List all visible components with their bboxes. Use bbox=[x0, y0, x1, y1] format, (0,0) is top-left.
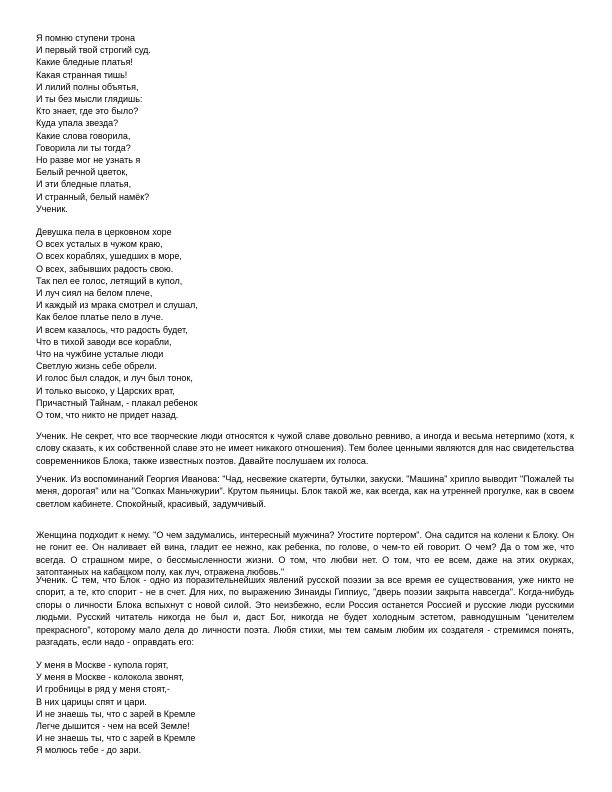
poem-line: И луч сиял на белом плече, bbox=[36, 288, 153, 299]
poem-line: Светлую жизнь себе обрели. bbox=[36, 361, 157, 372]
poem-line: Что на чужбине усталые люди bbox=[36, 349, 164, 360]
poem-line: И каждый из мрака смотрел и слушал, bbox=[36, 300, 198, 311]
poem-line: И всем казалось, что радость будет, bbox=[36, 324, 188, 335]
poem-line: Я помню ступени трона bbox=[36, 33, 135, 43]
poem-line: Какие слова говорила, bbox=[36, 130, 131, 141]
poem-line: О всех усталых в чужом краю, bbox=[36, 239, 163, 250]
poem-line: Я молюсь тебе - до зари. bbox=[36, 745, 142, 756]
poem-line: Так пел ее голос, летящий в купол, bbox=[36, 275, 183, 286]
poem-block-2 bbox=[36, 226, 198, 421]
poem-line: В них царицы спят и цари. bbox=[36, 696, 147, 707]
poem-block-1 bbox=[36, 32, 151, 215]
poem-line: И голос был сладок, и луч был тонок, bbox=[36, 373, 193, 384]
poem-line: Кто знает, где это было? bbox=[36, 106, 139, 117]
poem-line: Какие бледные платья! bbox=[36, 57, 133, 68]
poem-line: Легче дышится - чем на всей Земле! bbox=[36, 721, 190, 732]
poem-line: Но разве мог не узнать я bbox=[36, 155, 141, 166]
poem-line: У меня в Москве - купола горят, bbox=[36, 660, 169, 670]
poem-line: И лилий полны объятья, bbox=[36, 81, 139, 92]
poem-line: О всех, забывших радость свою. bbox=[36, 263, 174, 274]
poem-line: И эти бледные платья, bbox=[36, 179, 132, 190]
paragraph-student-2: Ученик. С тем, что Блок - одно из поразительнейших явлений русской поэзии за все время ее существования, уже никто не спорит, а те, кто спорит - не в счет. Для них, по выражению Зинаиды Гиппиус, "дверь поэзии закрыта навсегда". Когда-нибудь споры о личности Блока вспыхнут с новой силой. Это неизбежно, если Россия останется Россией и русские люди русскими людьми. Русский читатель никогда не был и, даст Бог, никогда не будет холодным эстетом, равнодушным "ценителем прекрасного", которому мало дела до личности поэта. Любя стихи, мы тем самым любим их создателя - стремимся понять, разгадать, если надо - оправдать его: bbox=[36, 575, 574, 648]
paragraph-student-1: Ученик. Не секрет, что все творческие люди относятся к чужой славе довольно ревниво, а иногда и весьма нетерпимо (хотя, к слову сказать, к их собственной славе это не имеет никакого отношения). Тем более ценными являются для нас свидетельства современников Блока, также известных поэтов. Давайте послушаем их голоса. bbox=[36, 431, 574, 466]
poem-line: И странный, белый намёк? bbox=[36, 191, 150, 202]
poem-line: Причастный Тайнам, - плакал ребенок bbox=[36, 397, 198, 408]
poem-line: И не знаешь ты, что с зарей в Кремле bbox=[36, 708, 196, 719]
poem-line: У меня в Москве - колокола звонят, bbox=[36, 672, 184, 683]
poem-line: Как белое платье пело в луче. bbox=[36, 312, 164, 323]
poem-line: Что в тихой заводи все корабли, bbox=[36, 336, 172, 347]
poem-line: О том, что никто не придет назад. bbox=[36, 410, 179, 421]
poem-line: И ты без мысли глядишь: bbox=[36, 94, 143, 105]
poem-line: И гробницы в ряд у меня стоят,- bbox=[36, 684, 170, 695]
poem-line: И не знаешь ты, что с зарей в Кремле bbox=[36, 733, 196, 744]
paragraph-woman-scene: Женщина подходит к нему. "О чем задумались, интересный мужчина? Угостите портером". Она садится на колени к Блоку. Он не гонит ее. Он наливает ей вина, гладит ее нежно, как ребенка, по голове, о чем-то ей говорит. О чем? Да о том же, что всегда. О страшном мире, о бессмысленности жизни. О том, что любви нет. О том, что ее всем, даже на этих окурках, затоптанных на кабацком полу, как луч, отражена любовь." bbox=[36, 530, 574, 578]
poem-block-3 bbox=[36, 659, 195, 757]
poem-line: Какая странная тишь! bbox=[36, 69, 128, 80]
poem-line: И первый твой строгий суд. bbox=[36, 45, 151, 56]
poem-line: Куда упала звезда? bbox=[36, 118, 119, 129]
paragraph-ivanov-memoir: Ученик. Из воспоминаний Георгия Иванова: "Чад, несвежие скатерти, бутылки, закуски. "Машина" хрипло выводит "Пожалей ты меня, дорогая" или на "Сопках Маньчжурии". Крутом пьяницы. Блок такой же, как всегда, как на утренней прогулке, как в своем светлом кабинете. Спокойный, красивый, задумчивый. bbox=[36, 474, 574, 509]
poem-line: Девушка пела в церковном хоре bbox=[36, 227, 172, 237]
poem-line: Говорила ли ты тогда? bbox=[36, 142, 131, 153]
poem-line: И только высоко, у Царских врат, bbox=[36, 385, 175, 396]
poem-line: Белый речной цветок, bbox=[36, 167, 128, 178]
poem-line: Ученик. bbox=[36, 203, 68, 214]
poem-line: О всех кораблях, ушедших в море, bbox=[36, 251, 182, 262]
